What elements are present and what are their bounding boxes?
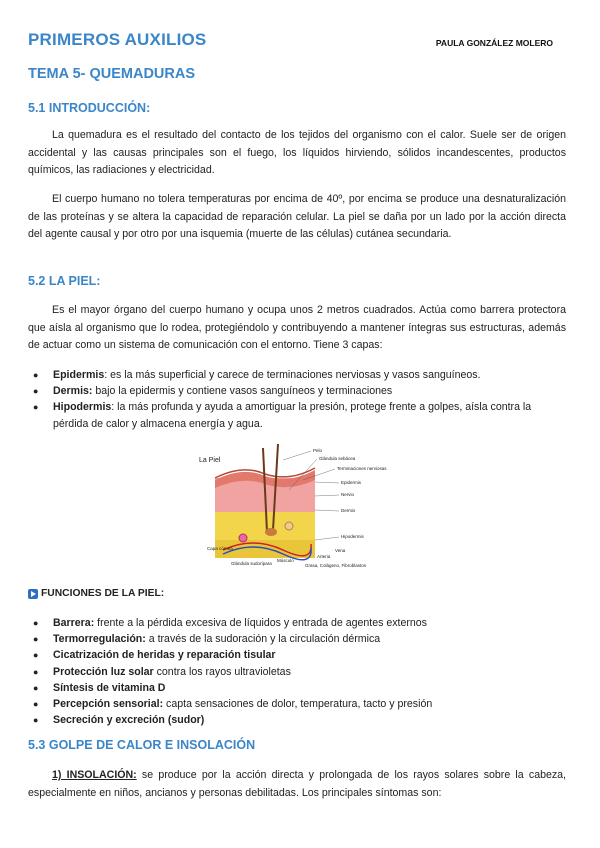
tema-heading: TEMA 5- QUEMADURAS xyxy=(28,66,196,82)
label-nervio: Nervio xyxy=(341,492,355,497)
list-item: ● Barrera: frente a la pérdida excesiva de líquidos y entrada de agentes externos xyxy=(28,615,568,631)
label-vena: Vena xyxy=(335,548,346,553)
label-pelo: Pelo xyxy=(313,448,323,453)
list-item: ● Protección luz solar contra los rayos ultravioletas xyxy=(28,664,568,680)
skin-diagram xyxy=(193,440,413,576)
figure-title: La Piel xyxy=(199,457,221,464)
arrow-right-icon xyxy=(28,589,38,599)
section-heading-intro: 5.1 INTRODUCCIÓN: xyxy=(28,101,151,115)
functions-list xyxy=(28,615,568,728)
insolation-paragraph: 1) INSOLACIÓN: se produce por la acción directa y prolongada de los rayos solares sobre la cabeza, especialmente en niños, ancianos y personas debilitadas. Los principales síntomas son: xyxy=(28,769,567,799)
label-hipodermis: Hipodermis xyxy=(341,534,364,539)
intro-paragraph-2: El cuerpo humano no tolera temperaturas por encima de 40º, por encima se produce una desnaturalización de las proteínas y se altera la capacidad de reparación celular. La piel se daña por un lado por la acción directa del agente causal y por otro por una isquemia (muerte de las células) cutánea secundaria. xyxy=(28,193,566,240)
intro-paragraph-1: La quemadura es el resultado del contacto de los tejidos del organismo con el calor. Suele ser de origen accidental y las causas principales son el fuego, los líquidos hirviendo, sólidos incandescentes, productos químicos, las radiaciones y electricidad. xyxy=(28,129,566,176)
label-glandula-sudoripara: Glándula sudorípara xyxy=(231,561,272,566)
label-terminaciones: Terminaciones nerviosas xyxy=(337,466,387,471)
list-item: ● Dermis: bajo la epidermis y contiene vasos sanguíneos y terminaciones xyxy=(28,383,568,399)
list-item: ● Termorregulación: a través de la sudoración y la circulación dérmica xyxy=(28,631,568,647)
skin-layers-list xyxy=(28,367,568,432)
skin-paragraph: Es el mayor órgano del cuerpo humano y ocupa unos 2 metros cuadrados. Actúa como barrera protectora que aísla al organismo que lo rodea, protegiéndolo y contribuyendo a mantener íntegras sus estructuras, además de actuar como un sistema de comunicación con el entorno. Tiene 3 capas: xyxy=(28,304,566,351)
list-item: ● Cicatrización de heridas y reparación tisular xyxy=(28,647,568,663)
list-item: ● Epidermis: es la más superficial y carece de terminaciones nerviosas y vasos sanguíneos. xyxy=(28,367,568,383)
list-item: ● Percepción sensorial: capta sensaciones de dolor, temperatura, tacto y presión xyxy=(28,696,568,712)
label-capa-cornea: Capa córnea xyxy=(207,546,233,551)
label-musculo: Músculo xyxy=(277,558,294,563)
doc-title: PRIMEROS AUXILIOS xyxy=(28,30,207,49)
functions-heading-label: FUNCIONES DE LA PIEL: xyxy=(41,588,165,599)
label-grasa: Grasa, Colágeno, Fibroblastos xyxy=(305,563,367,568)
functions-heading xyxy=(28,588,164,599)
section-heading-skin: 5.2 LA PIEL: xyxy=(28,274,101,288)
section-heading-heatstroke: 5.3 GOLPE DE CALOR E INSOLACIÓN xyxy=(28,738,256,752)
label-arteria: Arteria xyxy=(317,554,331,559)
label-epidermis: Epidermis xyxy=(341,480,362,485)
list-item: ● Síntesis de vitamina D xyxy=(28,680,568,696)
label-dermis: Dermis xyxy=(341,508,356,513)
list-item: ● Secreción y excreción (sudor) xyxy=(28,712,568,728)
list-item: ● Hipodermis: la más profunda y ayuda a amortiguar la presión, protege frente a golpes, aísla contra la pérdida de calor y almacena energía y agua. xyxy=(28,399,568,431)
label-glandula-sebacea: Glándula sebácea xyxy=(319,456,356,461)
author-name: PAULA GONZÁLEZ MOLERO xyxy=(435,38,553,48)
